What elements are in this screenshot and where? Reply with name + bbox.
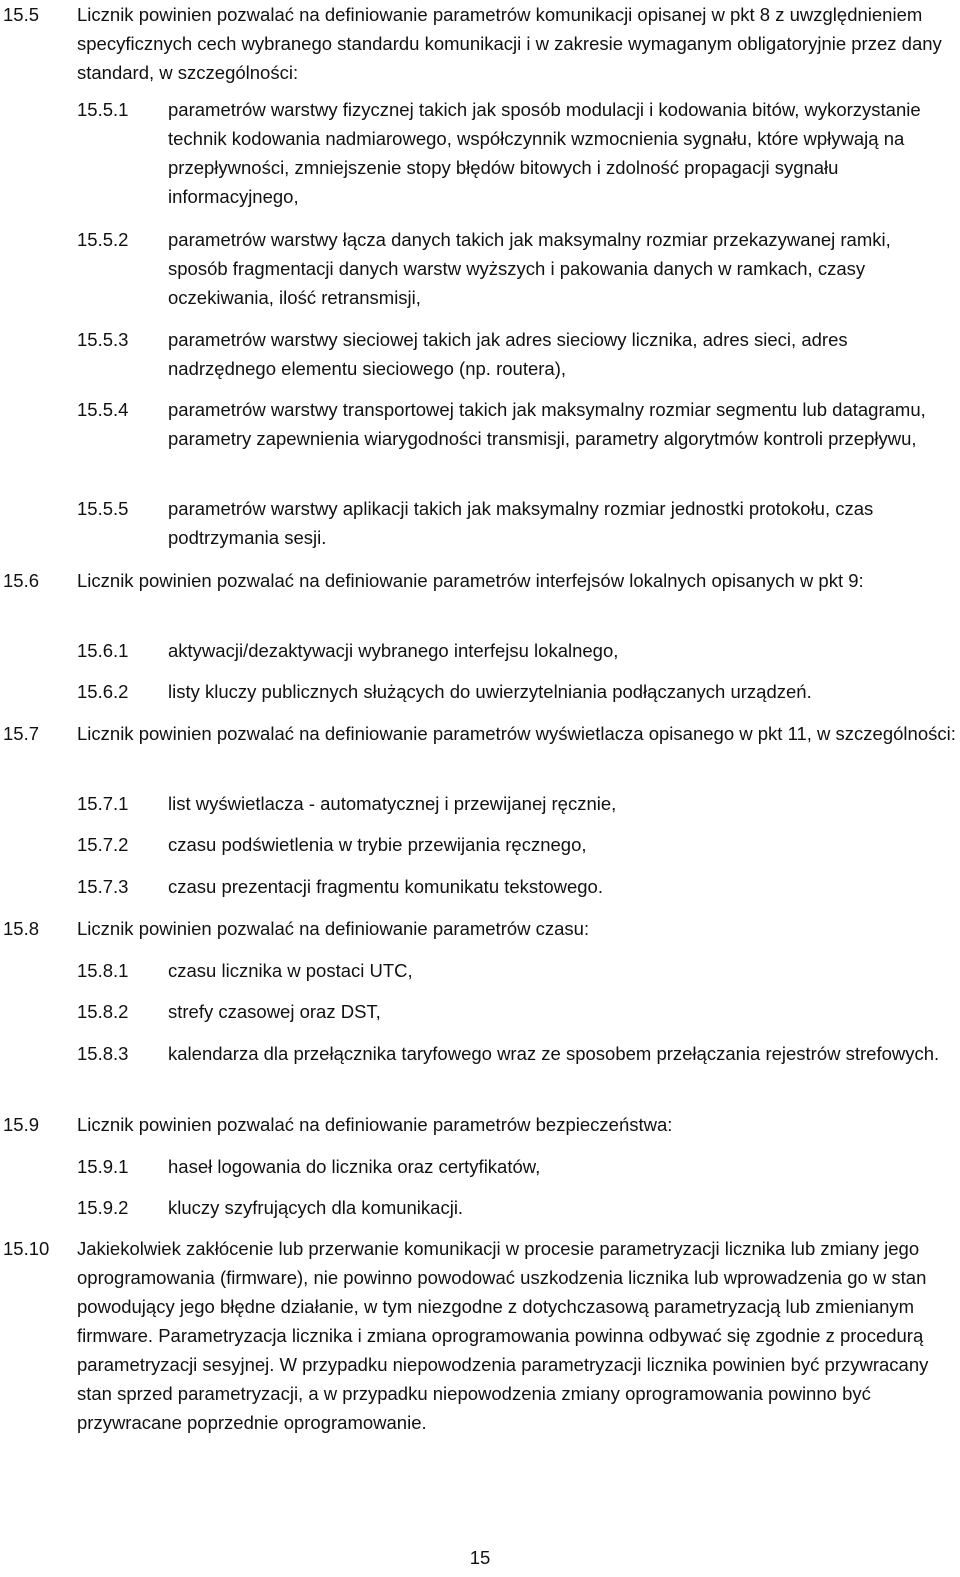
section-number: 15.6 — [3, 570, 40, 591]
subsection-text: haseł logowania do licznika oraz certyfikatów, — [168, 1156, 541, 1177]
subsection-15-5-1 — [77, 95, 954, 211]
section-number: 15.10 — [3, 1238, 50, 1259]
section-number: 15.5 — [3, 4, 40, 25]
subsection-15-9-2 — [77, 1193, 954, 1222]
subsection-text: czasu licznika w postaci UTC, — [168, 960, 413, 981]
subsection-15-5-4 — [77, 395, 954, 453]
section-15-6 — [0, 566, 957, 595]
section-text: Licznik powinien pozwalać na definiowanie parametrów komunikacji opisanej w pkt 8 z uwzględnieniem specyficznych cech wybranego standardu komunikacji i w zakresie wymaganym obligatoryjnie przez dany standard, w szczególności: — [77, 4, 942, 83]
section-number: 15.8 — [3, 918, 40, 939]
subsection-number: 15.9.2 — [77, 1197, 129, 1218]
subsection-text: strefy czasowej oraz DST, — [168, 1001, 381, 1022]
page-number: 15 — [469, 1547, 491, 1568]
section-number: 15.9 — [3, 1114, 40, 1135]
subsection-15-5-5 — [77, 494, 954, 552]
subsection-number: 15.5.1 — [77, 99, 129, 120]
subsection-text: czasu podświetlenia w trybie przewijania ręcznego, — [168, 834, 587, 855]
subsection-15-5-2 — [77, 225, 954, 312]
subsection-text: parametrów warstwy transportowej takich jak maksymalny rozmiar segmentu lub datagramu, parametry zapewnienia wiarygodności transmisji, parametry algorytmów kontroli przepływu, — [168, 399, 926, 449]
section-15-7 — [0, 719, 957, 748]
section-15-5 — [0, 0, 957, 87]
subsection-15-7-1 — [77, 789, 954, 818]
subsection-text: parametrów warstwy łącza danych takich jak maksymalny rozmiar przekazywanej ramki, sposób fragmentacji danych warstw wyższych i pakowania danych w ramkach, czasy oczekiwania, ilość retransmisji, — [168, 229, 891, 308]
subsection-15-7-3 — [77, 872, 954, 901]
section-text: Licznik powinien pozwalać na definiowanie parametrów interfejsów lokalnych opisanych w pkt 9: — [77, 570, 864, 591]
subsection-number: 15.5.5 — [77, 498, 129, 519]
subsection-15-9-1 — [77, 1152, 954, 1181]
subsection-15-8-3 — [77, 1039, 954, 1068]
subsection-text: parametrów warstwy fizycznej takich jak sposób modulacji i kodowania bitów, wykorzystanie technik kodowania nadmiarowego, współczynnik wzmocnienia sygnału, które wpływają na przepływności, zmniejszenie stopy błędów bitowych i zdolność propagacji sygnału informacyjnego, — [168, 99, 921, 207]
subsection-15-5-3 — [77, 325, 954, 383]
subsection-number: 15.7.2 — [77, 834, 129, 855]
subsection-15-6-1 — [77, 636, 954, 665]
subsection-number: 15.8.1 — [77, 960, 129, 981]
subsection-15-6-2 — [77, 677, 954, 706]
section-text: Licznik powinien pozwalać na definiowanie parametrów bezpieczeństwa: — [77, 1114, 673, 1135]
section-15-8 — [0, 914, 957, 943]
subsection-text: kluczy szyfrujących dla komunikacji. — [168, 1197, 464, 1218]
subsection-text: aktywacji/dezaktywacji wybranego interfejsu lokalnego, — [168, 640, 619, 661]
subsection-number: 15.5.3 — [77, 329, 129, 350]
section-text: Jakiekolwiek zakłócenie lub przerwanie komunikacji w procesie parametryzacji licznika lub zmiany jego oprogramowania (firmware), nie powinno powodować uszkodzenia licznika lub wprowadzenia go w stan powodujący jego błędne działanie, w tym niezgodne z dotychczasową parametryzacją lub zmienianym firmware. Parametryzacja licznika i zmiana oprogramowania powinna odbywać się zgodnie z procedurą parametryzacji sesyjnej. W przypadku niepowodzenia parametryzacji licznika powinien być przywracany stan sprzed parametryzacji, a w przypadku niepowodzenia zmiany oprogramowania powinno być przywracane poprzednie oprogramowanie. — [77, 1238, 929, 1433]
subsection-15-8-1 — [77, 956, 954, 985]
subsection-number: 15.6.2 — [77, 681, 129, 702]
subsection-text: parametrów warstwy aplikacji takich jak maksymalny rozmiar jednostki protokołu, czas podtrzymania sesji. — [168, 498, 874, 548]
subsection-text: parametrów warstwy sieciowej takich jak adres sieciowy licznika, adres sieci, adres nadrzędnego elementu sieciowego (np. routera), — [168, 329, 848, 379]
section-text: Licznik powinien pozwalać na definiowanie parametrów wyświetlacza opisanego w pkt 11, w szczególności: — [77, 723, 956, 744]
subsection-number: 15.8.2 — [77, 1001, 129, 1022]
subsection-number: 15.5.4 — [77, 399, 129, 420]
subsection-number: 15.8.3 — [77, 1043, 129, 1064]
subsection-text: listy kluczy publicznych służących do uwierzytelniania podłączanych urządzeń. — [168, 681, 812, 702]
subsection-number: 15.9.1 — [77, 1156, 129, 1177]
subsection-number: 15.7.3 — [77, 876, 129, 897]
subsection-number: 15.7.1 — [77, 793, 129, 814]
section-number: 15.7 — [3, 723, 40, 744]
section-15-9 — [0, 1110, 957, 1139]
subsection-number: 15.6.1 — [77, 640, 129, 661]
subsection-text: list wyświetlacza - automatycznej i przewijanej ręcznie, — [168, 793, 617, 814]
section-text: Licznik powinien pozwalać na definiowanie parametrów czasu: — [77, 918, 590, 939]
subsection-15-8-2 — [77, 997, 954, 1026]
subsection-text: kalendarza dla przełącznika taryfowego wraz ze sposobem przełączania rejestrów strefowych. — [168, 1043, 940, 1064]
section-15-10 — [0, 1234, 957, 1437]
subsection-text: czasu prezentacji fragmentu komunikatu tekstowego. — [168, 876, 603, 897]
subsection-number: 15.5.2 — [77, 229, 129, 250]
subsection-15-7-2 — [77, 830, 954, 859]
